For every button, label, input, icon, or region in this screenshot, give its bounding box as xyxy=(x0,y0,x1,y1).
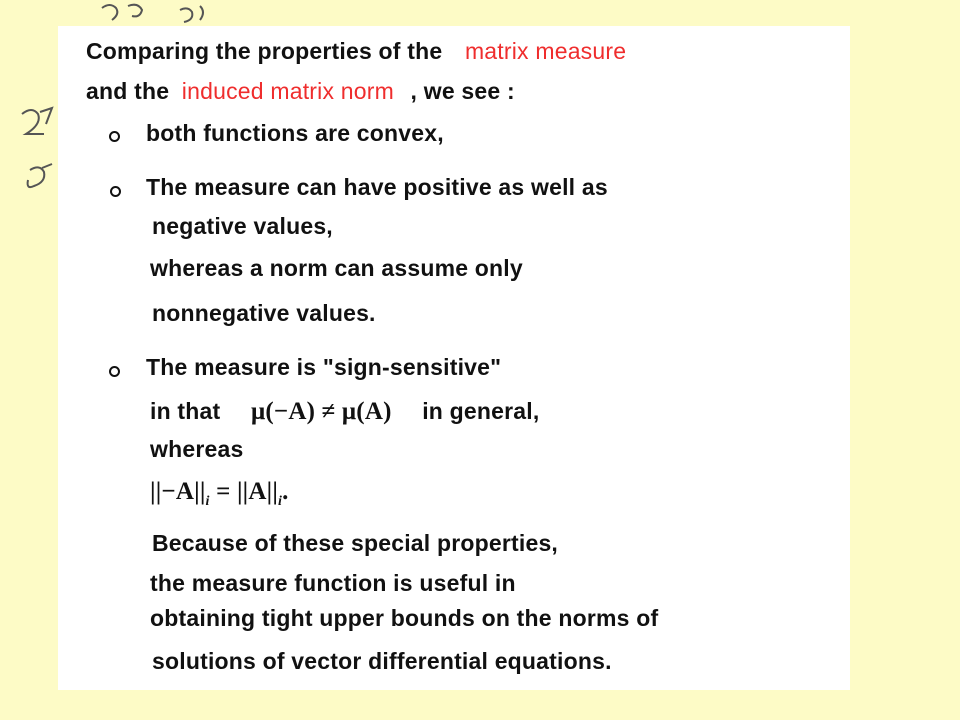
intro-text: Comparing the properties of the xyxy=(86,38,443,64)
paragraph-line-2: the measure function is useful in xyxy=(150,570,516,596)
math-expression: = ||A|| xyxy=(209,478,279,505)
bullet-2-line-2: negative values, xyxy=(152,213,333,239)
matrix-measure-highlight: matrix measure xyxy=(464,38,627,64)
induced-matrix-norm-highlight: induced matrix norm xyxy=(181,78,394,104)
intro-text: , we see : xyxy=(410,78,515,104)
intro-text: and the xyxy=(86,78,170,104)
bullet-icon xyxy=(109,366,120,377)
math-expression: . xyxy=(282,478,289,505)
bullet-1-text: both functions are convex, xyxy=(146,120,444,146)
math-subscript: i xyxy=(278,494,283,509)
bullet-icon xyxy=(109,131,120,142)
bullet-2-line-1: The measure can have positive as well as xyxy=(146,174,608,200)
bullet-2-line-3: whereas a norm can assume only xyxy=(150,255,523,281)
math-expression: μ(−A) ≠ μ(A) xyxy=(250,398,392,425)
paragraph-line-4: solutions of vector differential equations. xyxy=(152,648,612,674)
bullet-3-line-1: The measure is "sign-sensitive" xyxy=(146,354,502,380)
bullet-3-text: in that xyxy=(150,398,221,424)
bullet-icon xyxy=(110,186,121,197)
bullet-2-line-4: nonnegative values. xyxy=(152,300,376,326)
intro-line-1 xyxy=(86,38,626,65)
bullet-3-line-3: whereas xyxy=(150,436,244,462)
paragraph-line-1: Because of these special properties, xyxy=(152,530,559,556)
paragraph-line-3: obtaining tight upper bounds on the norms of xyxy=(150,605,659,631)
math-subscript: i xyxy=(205,494,210,509)
bullet-3-text: in general, xyxy=(422,398,540,424)
bullet-3-line-2 xyxy=(150,398,539,426)
intro-line-2 xyxy=(86,78,515,105)
norm-equation xyxy=(150,478,289,509)
math-expression: ||−A|| xyxy=(150,478,206,505)
